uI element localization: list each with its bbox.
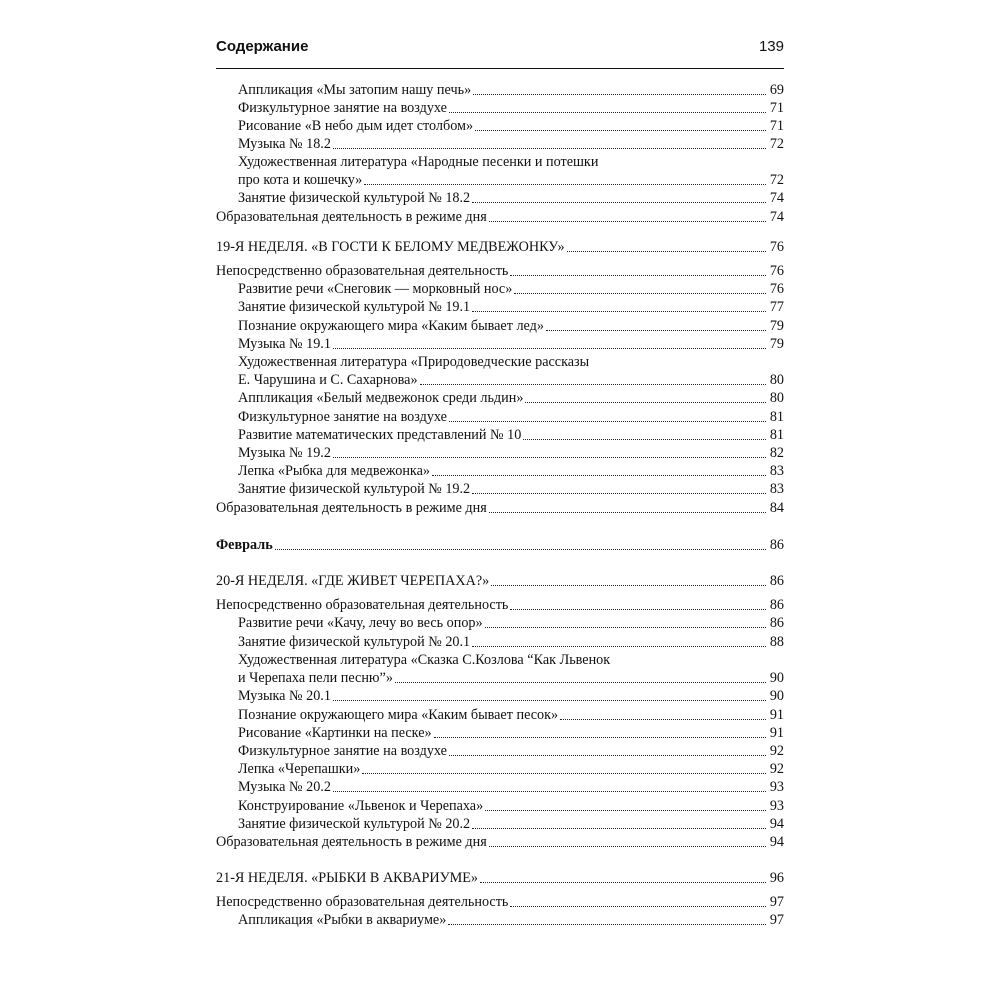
- toc-entry-label: Музыка № 19.1: [238, 336, 331, 352]
- dot-leader: [510, 608, 766, 610]
- dot-leader: [448, 923, 766, 925]
- toc-entry-page: 94: [769, 816, 784, 832]
- toc-entry-page: 71: [769, 100, 784, 116]
- page-number: 139: [758, 38, 784, 55]
- toc-entry: [238, 760, 784, 778]
- toc-entry-page: 96: [769, 870, 784, 886]
- toc-entry-page: 82: [769, 445, 784, 461]
- toc-entry: [238, 408, 784, 426]
- toc-entry-label: Образовательная деятельность в режиме дня: [216, 500, 487, 516]
- toc-entry-page: 86: [769, 615, 784, 631]
- toc-entry-label: Художественная литература «Природоведческие рассказы: [238, 354, 590, 370]
- toc-entry-page: 71: [769, 118, 784, 134]
- dot-leader: [364, 183, 766, 185]
- toc-entry-label: Февраль: [216, 537, 273, 553]
- toc-entry-page: 86: [769, 573, 784, 589]
- toc-entry: [216, 833, 784, 851]
- dot-leader: [420, 383, 766, 385]
- toc-entry: [216, 499, 784, 517]
- toc-entry: [238, 724, 784, 742]
- dot-leader: [449, 111, 766, 113]
- dot-leader: [485, 809, 766, 811]
- dot-leader: [472, 310, 766, 312]
- toc-entry-label: Музыка № 18.2: [238, 136, 331, 152]
- toc-entry: [238, 353, 784, 371]
- dot-leader: [432, 474, 766, 476]
- dot-leader: [333, 147, 766, 149]
- toc-entry-label: Познание окружающего мира «Каким бывает песок»: [238, 707, 559, 723]
- toc-entry-page: 92: [769, 761, 784, 777]
- dot-leader: [472, 827, 766, 829]
- toc-entry-page: 97: [769, 912, 784, 928]
- toc-entry: [238, 389, 784, 407]
- dot-leader: [489, 845, 766, 847]
- toc-entry-page: 76: [769, 239, 784, 255]
- toc-entry-label: про кота и кошечку»: [238, 172, 363, 188]
- toc-entry-page: 72: [769, 136, 784, 152]
- toc-entry-label: Образовательная деятельность в режиме дня: [216, 209, 487, 225]
- toc-entry-label: 19-Я НЕДЕЛЯ. «В ГОСТИ К БЕЛОМУ МЕДВЕЖОНКУ»: [216, 239, 565, 255]
- toc-entry-label: Непосредственно образовательная деятельность: [216, 597, 509, 613]
- toc-entry-label: 21-Я НЕДЕЛЯ. «РЫБКИ В АКВАРИУМЕ»: [216, 870, 479, 886]
- page-title: Содержание: [216, 38, 309, 55]
- dot-leader: [489, 511, 766, 513]
- toc-entry-label: Художественная литература «Народные песенки и потешки: [238, 154, 599, 170]
- toc-entry-label: Аппликация «Рыбки в аквариуме»: [238, 912, 447, 928]
- toc-entry: [238, 633, 784, 651]
- toc-entry-page: 80: [769, 372, 784, 388]
- toc-entry: [238, 171, 784, 189]
- dot-leader: [275, 548, 766, 550]
- toc-entry: [238, 335, 784, 353]
- toc-entry: [216, 869, 784, 887]
- dot-leader: [333, 790, 766, 792]
- toc-entry-label: Непосредственно образовательная деятельность: [216, 894, 509, 910]
- toc-entry-page: 83: [769, 481, 784, 497]
- toc-entry-label: 20-Я НЕДЕЛЯ. «ГДЕ ЖИВЕТ ЧЕРЕПАХА?»: [216, 573, 490, 589]
- toc-entry-label: Музыка № 19.2: [238, 445, 331, 461]
- dot-leader: [449, 420, 766, 422]
- toc-entry-page: 84: [769, 500, 784, 516]
- toc-entry: [216, 536, 784, 554]
- toc-entry-page: 90: [769, 688, 784, 704]
- toc-entry-page: 79: [769, 336, 784, 352]
- toc-entry-page: 90: [769, 670, 784, 686]
- toc-entry-page: 92: [769, 743, 784, 759]
- toc-entry: [216, 238, 784, 256]
- toc-page: [216, 38, 784, 949]
- toc-entry: [238, 371, 784, 389]
- toc-entry: [238, 426, 784, 444]
- dot-leader: [560, 718, 766, 720]
- dot-leader: [449, 754, 766, 756]
- toc-entry-page: 74: [769, 190, 784, 206]
- dot-leader: [489, 220, 766, 222]
- toc-entry-page: 77: [769, 299, 784, 315]
- toc-entry-label: Конструирование «Львенок и Черепаха»: [238, 798, 484, 814]
- toc-entry-label: и Черепаха пели песню”»: [238, 670, 393, 686]
- toc-entry-page: 97: [769, 894, 784, 910]
- toc-entry: [238, 706, 784, 724]
- toc-entry-page: 86: [769, 537, 784, 553]
- dot-leader: [510, 905, 766, 907]
- toc-entry-page: 76: [769, 281, 784, 297]
- toc-entry: [238, 614, 784, 632]
- toc-entry-page: 94: [769, 834, 784, 850]
- toc-entry: [238, 298, 784, 316]
- dot-leader: [491, 584, 766, 586]
- toc-entry-label: Физкультурное занятие на воздухе: [238, 100, 447, 116]
- toc-entry-label: Занятие физической культурой № 19.2: [238, 481, 471, 497]
- toc-entry-label: Физкультурное занятие на воздухе: [238, 409, 447, 425]
- toc-entry-label: Занятие физической культурой № 20.2: [238, 816, 471, 832]
- toc-entry-page: 74: [769, 209, 784, 225]
- dot-leader: [333, 456, 766, 458]
- toc-entry-label: Образовательная деятельность в режиме дня: [216, 834, 487, 850]
- toc-entry-label: Аппликация «Белый медвежонок среди льдин»: [238, 390, 524, 406]
- dot-leader: [395, 681, 766, 683]
- toc-entry-page: 81: [769, 409, 784, 425]
- toc-entry: [238, 99, 784, 117]
- toc-entry-label: Лепка «Черепашки»: [238, 761, 361, 777]
- dot-leader: [514, 292, 766, 294]
- toc-entry: [216, 596, 784, 614]
- toc-entry: [238, 117, 784, 135]
- toc-entry: [238, 797, 784, 815]
- dot-leader: [333, 347, 766, 349]
- dot-leader: [333, 699, 766, 701]
- toc-entry-page: 69: [769, 82, 784, 98]
- dot-leader: [362, 772, 766, 774]
- dot-leader: [472, 645, 766, 647]
- toc-entry: [238, 317, 784, 335]
- toc-entry: [238, 687, 784, 705]
- toc-entry-page: 93: [769, 798, 784, 814]
- toc-entry-label: Рисование «Картинки на песке»: [238, 725, 432, 741]
- dot-leader: [475, 129, 766, 131]
- toc-entry: [238, 815, 784, 833]
- dot-leader: [434, 736, 766, 738]
- toc-entry: [238, 444, 784, 462]
- toc-entry: [238, 742, 784, 760]
- toc-entry-page: 86: [769, 597, 784, 613]
- toc-entry-label: Е. Чарушина и С. Сахарнова»: [238, 372, 418, 388]
- toc-entry: [238, 189, 784, 207]
- toc-entry-label: Занятие физической культурой № 19.1: [238, 299, 471, 315]
- toc-entry: [238, 669, 784, 687]
- toc-entry: [238, 651, 784, 669]
- toc-entry-page: 88: [769, 634, 784, 650]
- toc-entry-page: 76: [769, 263, 784, 279]
- toc-entry-label: Лепка «Рыбка для медвежонка»: [238, 463, 430, 479]
- dot-leader: [472, 492, 766, 494]
- toc-entry-page: 93: [769, 779, 784, 795]
- dot-leader: [485, 626, 766, 628]
- running-header: [216, 38, 784, 69]
- toc-entry-label: Физкультурное занятие на воздухе: [238, 743, 447, 759]
- dot-leader: [510, 274, 766, 276]
- dot-leader: [472, 201, 766, 203]
- toc-entry-label: Развитие речи «Качу, лечу во весь опор»: [238, 615, 483, 631]
- toc-entry: [238, 153, 784, 171]
- toc-entry: [216, 208, 784, 226]
- dot-leader: [546, 329, 766, 331]
- toc-entry-label: Музыка № 20.2: [238, 779, 331, 795]
- toc-entry: [216, 262, 784, 280]
- toc-entry: [238, 135, 784, 153]
- toc-entry-page: 91: [769, 707, 784, 723]
- toc-entry-page: 72: [769, 172, 784, 188]
- toc-entry: [238, 462, 784, 480]
- toc-entry-label: Художественная литература «Сказка С.Козлова “Как Львенок: [238, 652, 611, 668]
- toc-entry-page: 80: [769, 390, 784, 406]
- dot-leader: [525, 401, 766, 403]
- toc-entry: [238, 480, 784, 498]
- toc-entry: [238, 280, 784, 298]
- dot-leader: [523, 438, 766, 440]
- toc-entry-label: Занятие физической культурой № 18.2: [238, 190, 471, 206]
- toc-entry: [238, 911, 784, 929]
- toc-entry-label: Развитие математических представлений № 10: [238, 427, 522, 443]
- toc-entry-label: Непосредственно образовательная деятельность: [216, 263, 509, 279]
- toc-entry-page: 81: [769, 427, 784, 443]
- toc-entry-page: 83: [769, 463, 784, 479]
- toc-entry: [216, 572, 784, 590]
- toc-entry-page: 91: [769, 725, 784, 741]
- toc-entry: [238, 778, 784, 796]
- toc-entry-page: 79: [769, 318, 784, 334]
- dot-leader: [480, 881, 766, 883]
- toc-entry: [216, 893, 784, 911]
- toc-entry-label: Познание окружающего мира «Каким бывает лед»: [238, 318, 544, 334]
- table-of-contents: [216, 69, 784, 949]
- toc-entry-label: Музыка № 20.1: [238, 688, 331, 704]
- toc-entry-label: Развитие речи «Снеговик — морковный нос»: [238, 281, 513, 297]
- dot-leader: [473, 93, 766, 95]
- toc-entry: [238, 81, 784, 99]
- toc-entry-label: Рисование «В небо дым идет столбом»: [238, 118, 474, 134]
- dot-leader: [567, 250, 766, 252]
- toc-entry-label: Занятие физической культурой № 20.1: [238, 634, 471, 650]
- toc-entry-label: Аппликация «Мы затопим нашу печь»: [238, 82, 472, 98]
